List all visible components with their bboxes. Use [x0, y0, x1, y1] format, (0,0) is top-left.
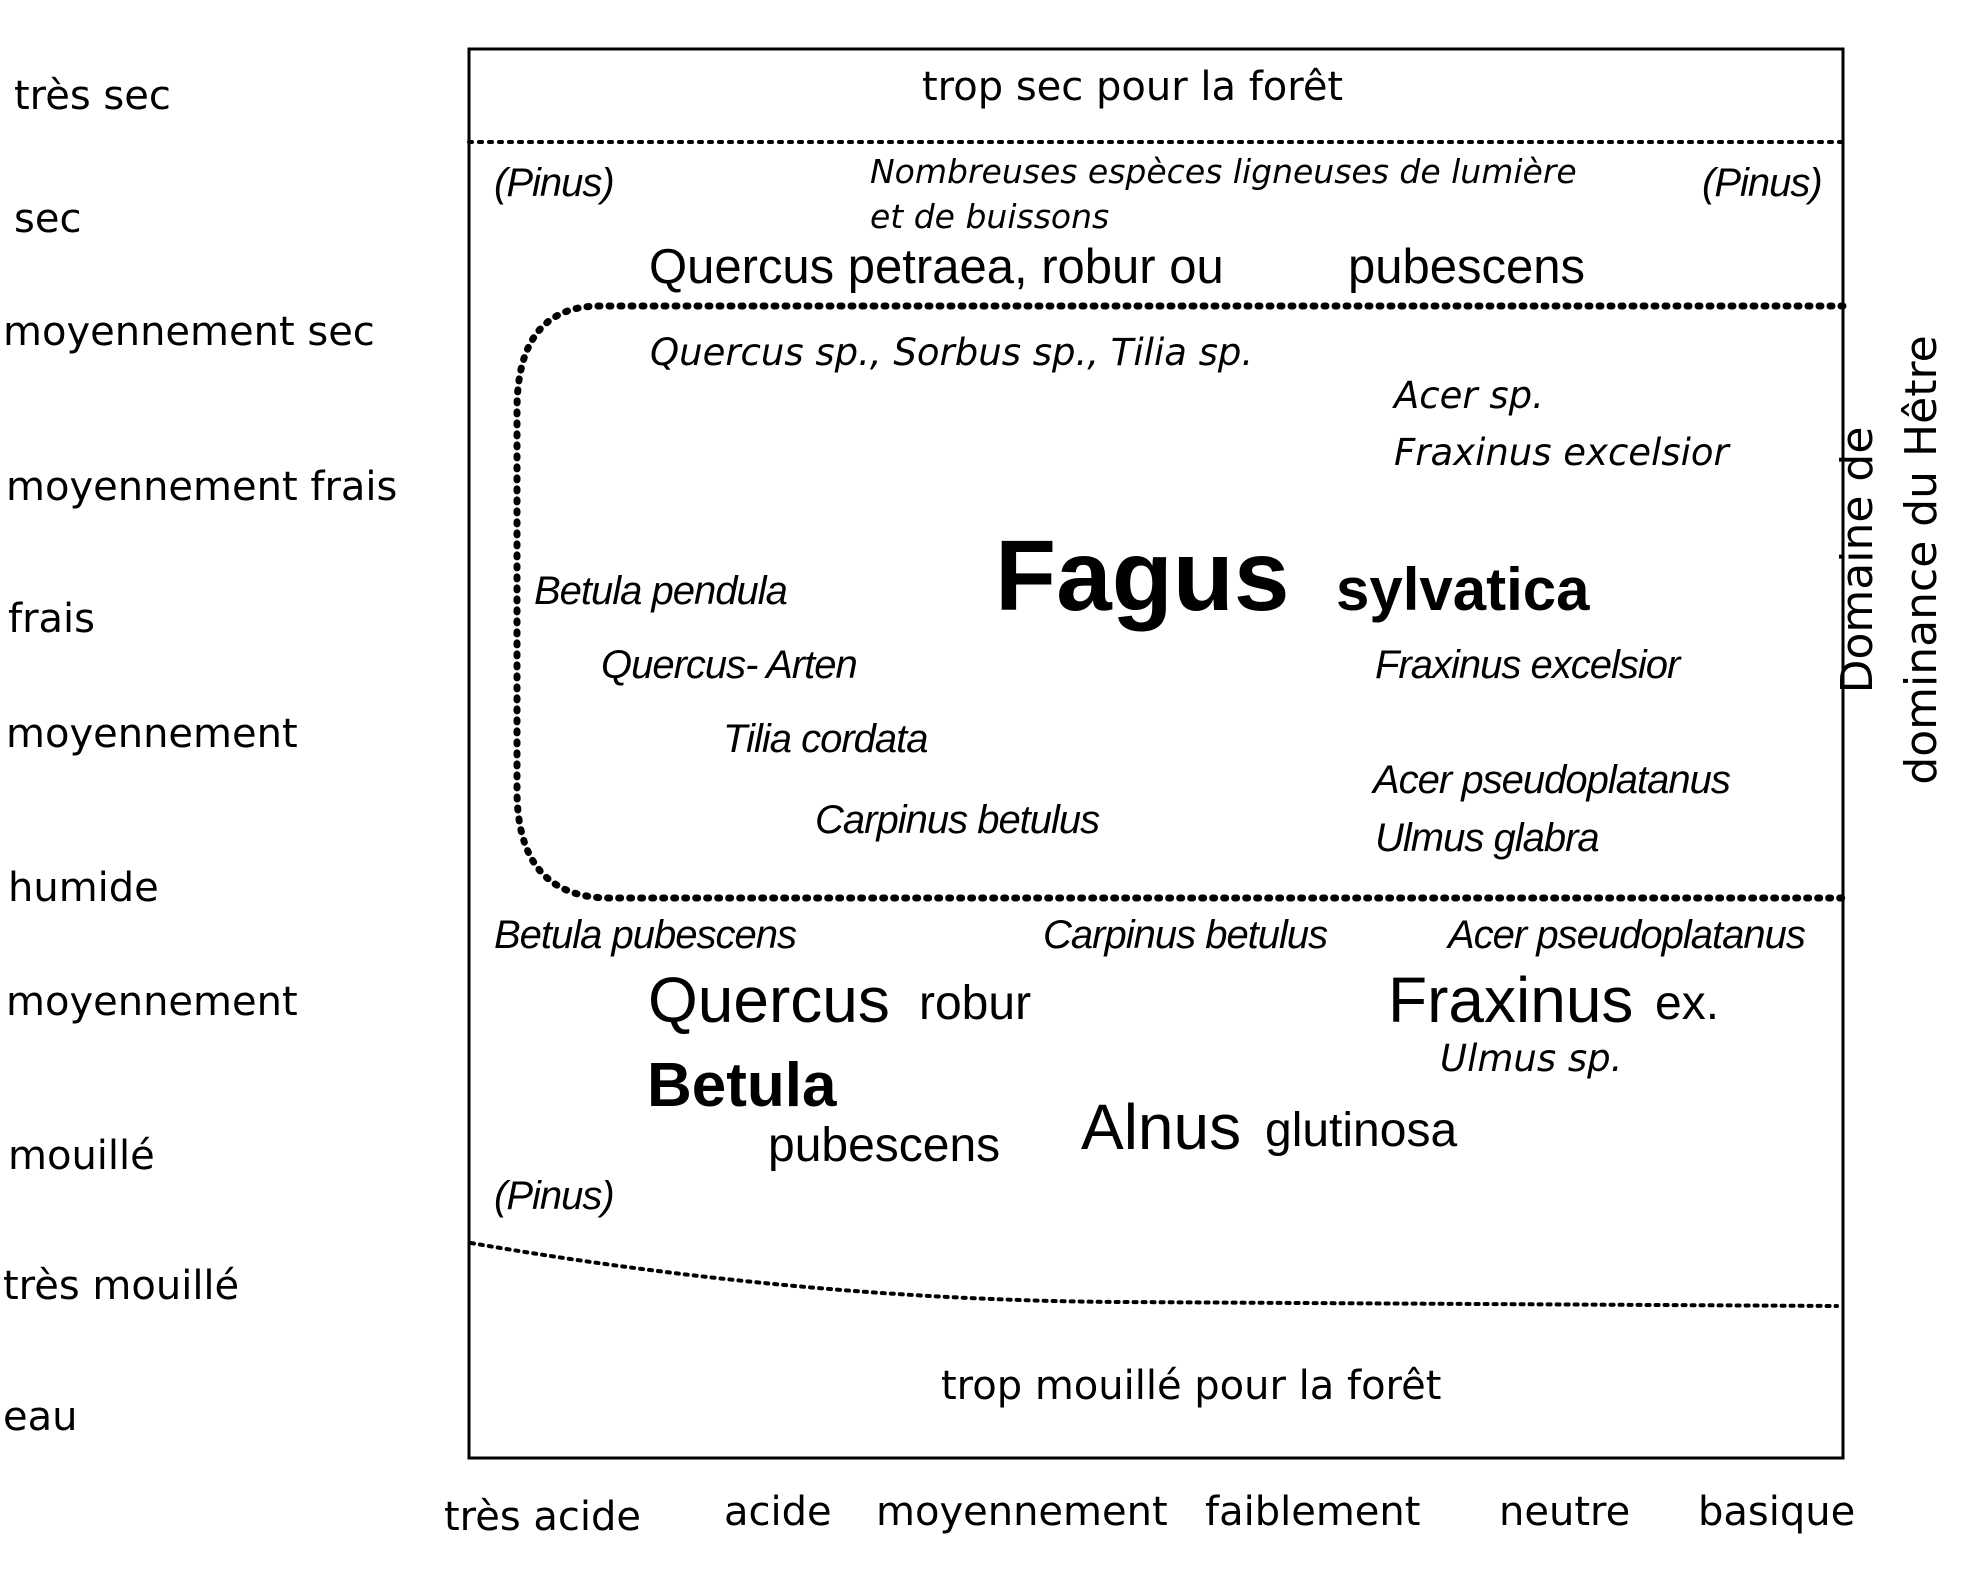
fraxinus-excelsior-label: Fraxinus excelsior	[1375, 643, 1680, 687]
quercus-arten-label: Quercus- Arten	[601, 643, 857, 687]
fraxinus-top-label: Fraxinus excelsior	[1394, 431, 1729, 474]
ph-label: moyennement	[876, 1489, 1168, 1535]
moisture-label: mouillé	[8, 1133, 155, 1179]
quercus-pubescens-label: pubescens	[1348, 240, 1586, 294]
too-wet-zone-label: trop mouillé pour la forêt	[941, 1363, 1442, 1409]
fagus-label: Fagus	[995, 520, 1290, 632]
fraxinus-wet-label: Fraxinus	[1388, 964, 1634, 1036]
ph-label: acide	[724, 1489, 832, 1535]
acer-pseudoplatanus-label: Acer pseudoplatanus	[1373, 758, 1730, 802]
quercus-wet-label: Quercus	[648, 964, 890, 1036]
light-species-note: Nombreuses espèces ligneuses de lumière	[870, 152, 1577, 191]
moisture-label: très mouillé	[3, 1263, 240, 1309]
pubescens-wet-label: pubescens	[768, 1119, 1001, 1172]
too-dry-zone-label: trop sec pour la forêt	[922, 64, 1344, 110]
ph-label: basique	[1698, 1489, 1856, 1535]
moisture-label: moyennement	[6, 979, 298, 1025]
quercus-sorbus-tilia-label: Quercus sp., Sorbus sp., Tilia sp.	[650, 331, 1254, 374]
carpinus-betulus-wet-label: Carpinus betulus	[1043, 913, 1328, 957]
moisture-label: humide	[8, 865, 159, 911]
pinus-label-right: (Pinus)	[1702, 161, 1822, 205]
sylvatica-label: sylvatica	[1336, 556, 1590, 623]
moisture-label: moyennement	[6, 711, 298, 757]
wet-limit-line	[471, 1243, 1837, 1306]
fraxinus-ex-label: ex.	[1655, 977, 1720, 1030]
acer-sp-label: Acer sp.	[1394, 374, 1544, 417]
betula-pendula-label: Betula pendula	[534, 569, 787, 613]
carpinus-betulus-label: Carpinus betulus	[815, 798, 1100, 842]
ph-label: faiblement	[1205, 1489, 1421, 1535]
beech-domain-label-line2: dominance du Hêtre	[1896, 335, 1947, 785]
beech-domain-label	[1826, 335, 1954, 784]
moisture-label: moyennement frais	[6, 464, 398, 510]
ph-label: neutre	[1499, 1489, 1631, 1535]
quercus-petraea-label: Quercus petraea, robur ou	[649, 240, 1224, 294]
betula-pubescens-label: Betula pubescens	[494, 913, 797, 957]
ulmus-sp-label: Ulmus sp.	[1440, 1037, 1623, 1080]
tilia-cordata-label: Tilia cordata	[723, 717, 928, 761]
glutinosa-label: glutinosa	[1265, 1104, 1458, 1157]
pinus-wet-label: (Pinus)	[494, 1174, 614, 1218]
ulmus-glabra-label: Ulmus glabra	[1375, 816, 1599, 860]
moisture-label: sec	[14, 196, 82, 242]
moisture-label: eau	[3, 1394, 78, 1440]
light-species-note-2: et de buissons	[870, 197, 1110, 236]
moisture-label: frais	[8, 596, 95, 642]
robur-label: robur	[919, 977, 1032, 1030]
moisture-label: très sec	[14, 73, 171, 119]
betula-wet-label: Betula	[647, 1051, 837, 1120]
ph-label: très acide	[444, 1494, 642, 1540]
pinus-label-left: (Pinus)	[494, 161, 614, 205]
alnus-label: Alnus	[1081, 1091, 1242, 1163]
acer-pseudoplatanus-wet-label: Acer pseudoplatanus	[1448, 913, 1805, 957]
moisture-label: moyennement sec	[3, 309, 375, 355]
beech-domain-label-line1: Domaine de	[1832, 426, 1883, 694]
